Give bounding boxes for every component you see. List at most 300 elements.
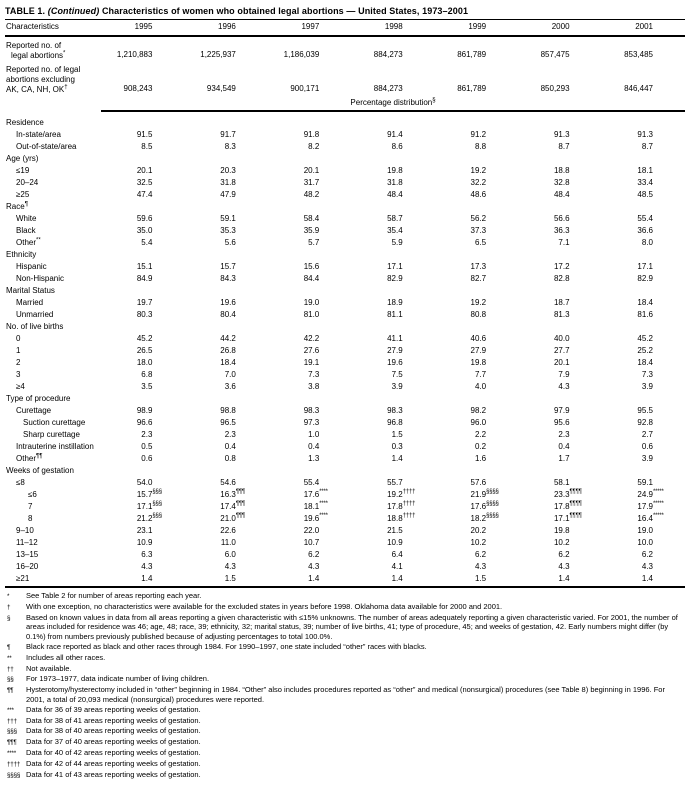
footnote-marker: ¶ [24, 201, 28, 208]
column-header-year: 1998 [351, 20, 434, 37]
footnote [5, 705, 685, 716]
footnote-text: Data for 41 of 43 areas reporting weeks of gestation. [26, 769, 201, 779]
value-cell: 16.3¶¶¶ [220, 489, 245, 499]
value-cell: 35.9 [303, 226, 320, 235]
value-cell: 57.6 [470, 478, 487, 487]
value-cell: 81.6 [637, 310, 653, 319]
section-header: Race¶ [6, 201, 28, 211]
value-cell: 95.5 [637, 406, 653, 415]
characteristic-label: Curettage [16, 406, 52, 415]
footnote [5, 759, 685, 770]
table-row [5, 165, 685, 177]
footnote [5, 591, 685, 602]
footnote-marker: ** [7, 654, 12, 662]
value-cell: 91.7 [220, 130, 236, 139]
value-cell: 846,447 [624, 84, 653, 93]
footnote-marker: †††† [7, 760, 21, 768]
value-cell: 17.1§§§ [136, 501, 162, 511]
table-bottom-rule [5, 585, 685, 588]
table-row [5, 549, 685, 561]
footnote-marker: † [7, 603, 11, 611]
value-cell: 17.8¶¶¶¶ [553, 501, 582, 511]
value-cell: 81.1 [387, 310, 403, 319]
value-cell: 3.6 [224, 382, 236, 391]
value: 17.1 [136, 502, 153, 511]
value-cell: 31.8 [387, 178, 403, 187]
value-cell: 6.3 [141, 550, 153, 559]
table-row [5, 61, 685, 95]
value-cell: 81.3 [553, 310, 570, 319]
footnote-text: Hysterotomy/hysterectomy included in “other” beginning in 1984. “Other” also includes procedures reported as “other” and medical (nonsurgical) procedures (see Table 8) beginning in 1996. For 2001, a total of 20,093 medical (nonsurgical) procedures were reported. [26, 685, 665, 704]
value-cell: 1,210,883 [116, 50, 153, 59]
value-cell: 56.6 [553, 214, 570, 223]
section-header-row [5, 285, 685, 297]
characteristic-label: Black [16, 226, 36, 235]
value-cell: 18.1 [637, 166, 653, 175]
value-cell: 44.2 [220, 334, 236, 343]
value: 18.8 [387, 514, 403, 523]
value-cell: 900,171 [290, 84, 320, 93]
footnote-marker: §§ [7, 676, 14, 684]
value-cell: 1.4 [308, 574, 320, 583]
characteristic-label: Other¶¶ [16, 453, 43, 463]
value-cell: 98.8 [220, 406, 236, 415]
value-cell: 5.7 [308, 238, 320, 247]
characteristic-label: 8 [28, 514, 33, 523]
value-cell: 6.8 [141, 370, 153, 379]
footnote-marker: **** [7, 749, 17, 757]
characteristic-label: ≤19 [16, 166, 30, 175]
value-cell: 19.1 [303, 358, 320, 367]
value-cell: 92.8 [637, 418, 653, 427]
section-header-row [5, 201, 685, 213]
label-line: Reported no. of [6, 41, 62, 50]
value-cell: 0.4 [558, 442, 570, 451]
section-header-row [5, 321, 685, 333]
value-cell: 17.6**** [303, 489, 328, 499]
value-cell: 3.5 [141, 382, 153, 391]
footnote-marker: § [7, 614, 11, 622]
value: 21.2 [136, 514, 153, 523]
value-cell: 18.9 [387, 298, 403, 307]
value: 24.9 [637, 490, 653, 499]
footnote-marker: ††† [7, 717, 17, 725]
value-cell: 0.2 [474, 442, 487, 451]
section-header-row [5, 393, 685, 405]
value-cell: 59.1 [637, 478, 653, 487]
value-cell: 48.4 [387, 190, 403, 199]
characteristic-label: 13–15 [16, 550, 39, 559]
value-cell: 1.7 [558, 454, 570, 463]
table-row [5, 417, 685, 429]
value-cell: 81.0 [303, 310, 320, 319]
table-row [5, 453, 685, 465]
value-cell: 15.7 [220, 262, 236, 271]
footnote [5, 748, 685, 759]
value: 15.7 [136, 490, 153, 499]
table-row [5, 513, 685, 525]
value-cell: 1.3 [308, 454, 320, 463]
value-cell: 8.8 [474, 142, 487, 151]
section-header: Type of procedure [6, 394, 71, 403]
footnote-text: Includes all other races. [26, 652, 106, 662]
value-cell: 4.1 [391, 562, 403, 571]
label-line: abortions excluding [6, 75, 75, 84]
value-cell: 19.2†††† [387, 489, 416, 499]
value-cell: 19.2 [470, 298, 487, 307]
value-cell: 15.1 [136, 262, 153, 271]
value: 17.8 [553, 502, 570, 511]
value: 17.1 [553, 514, 570, 523]
characteristic-label: 2 [16, 358, 21, 367]
value: 19.6 [303, 514, 320, 523]
value-cell: 16.4***** [637, 513, 664, 523]
footnote [5, 716, 685, 727]
value-cell: 27.7 [553, 346, 570, 355]
characteristic-label: ≥4 [16, 382, 25, 391]
value-cell: 54.6 [220, 478, 236, 487]
value: 17.9 [637, 502, 653, 511]
value-cell: 853,485 [624, 50, 653, 59]
section-header: Age (yrs) [6, 154, 39, 163]
value-cell: 934,549 [206, 84, 236, 93]
value: 23.3 [553, 490, 570, 499]
value-cell: 8.7 [641, 142, 653, 151]
footnote [5, 737, 685, 748]
percentage-distribution-band [5, 95, 685, 111]
value-cell: 6.2 [474, 550, 487, 559]
value-cell: 2.7 [641, 430, 653, 439]
table-row [5, 561, 685, 573]
value-cell: 7.1 [558, 238, 570, 247]
characteristic-label: Sharp curettage [23, 430, 80, 439]
value-cell: 19.0 [303, 298, 320, 307]
table-row [5, 477, 685, 489]
value-cell: 96.0 [470, 418, 487, 427]
table-row [5, 237, 685, 249]
footnote-marker: ¶¶¶ [7, 739, 17, 747]
value-cell: 0.8 [224, 454, 236, 463]
value-cell: 91.3 [637, 130, 653, 139]
value-cell: 4.3 [308, 562, 320, 571]
value-cell: 80.8 [470, 310, 487, 319]
value-cell: 884,273 [373, 84, 403, 93]
footnote [5, 726, 685, 737]
footnote-marker: *** [7, 706, 14, 714]
characteristic-label: Non-Hispanic [16, 274, 65, 283]
footnote-marker: † [64, 84, 68, 91]
table-row [5, 261, 685, 273]
table-row [5, 537, 685, 549]
table-row [5, 573, 685, 585]
value-cell: 0.6 [641, 442, 653, 451]
characteristic-label: 7 [28, 502, 33, 511]
value-cell: 20.1 [553, 358, 570, 367]
footnote [5, 664, 685, 675]
footnote-text: Not available. [26, 663, 72, 673]
table-row [5, 501, 685, 513]
value-cell: 18.4 [220, 358, 236, 367]
value-cell: 84.4 [303, 274, 320, 283]
value-cell: 8.2 [308, 142, 320, 151]
value-cell: 97.3 [303, 418, 320, 427]
value-cell: 96.6 [136, 418, 153, 427]
value-cell: 8.5 [141, 142, 153, 151]
footnote-text: Data for 42 of 44 areas reporting weeks of gestation. [26, 758, 201, 768]
footnote-text: Data for 38 of 40 areas reporting weeks of gestation. [26, 726, 201, 736]
value-cell: 15.7§§§ [136, 489, 162, 499]
value-cell: 1.5 [224, 574, 236, 583]
value-cell: 42.2 [303, 334, 320, 343]
table-row [5, 333, 685, 345]
value-cell: 59.6 [136, 214, 153, 223]
value-cell: 98.3 [387, 406, 403, 415]
value: 18.2 [470, 514, 487, 523]
value-cell: 36.3 [553, 226, 570, 235]
value-cell: 17.1 [387, 262, 403, 271]
value-cell: 1.4 [141, 574, 153, 583]
section-header: Residence [6, 118, 44, 127]
value-cell: 45.2 [637, 334, 653, 343]
value-cell: 6.0 [224, 550, 236, 559]
footnote [5, 642, 685, 653]
table-row [5, 141, 685, 153]
characteristic-label: 3 [16, 370, 21, 379]
value-cell: 1,186,039 [283, 50, 320, 59]
table-row [5, 429, 685, 441]
value-cell: 91.2 [470, 130, 487, 139]
footnote-text: For 1973–1977, data indicate number of living children. [26, 674, 210, 684]
value-cell: 27.9 [470, 346, 487, 355]
section-header: No. of live births [6, 322, 64, 331]
value-cell: 80.4 [220, 310, 236, 319]
value-cell: 10.2 [553, 538, 570, 547]
value-cell: 20.2 [470, 526, 487, 535]
value: 17.6 [303, 490, 320, 499]
footnote [5, 674, 685, 685]
value-cell: 20.1 [136, 166, 153, 175]
value: 17.4 [220, 502, 236, 511]
value: 16.3 [220, 490, 236, 499]
characteristic-label: ≤6 [28, 490, 37, 499]
value-cell: 33.4 [637, 178, 653, 187]
table-row [5, 405, 685, 417]
characteristic-label: Hispanic [16, 262, 47, 271]
table-row [5, 345, 685, 357]
footnote-text: Data for 36 of 39 areas reporting weeks of gestation. [26, 704, 201, 714]
footnote-text: With one exception, no characteristics were available for the excluded states in years before 1998. Oklahoma data available for 2000 and 2001. [26, 601, 503, 611]
value-cell: 7.9 [558, 370, 570, 379]
value: 17.6 [470, 502, 487, 511]
value-cell: 1.4 [391, 454, 403, 463]
statistics-table [5, 19, 685, 585]
value-cell: 18.4 [637, 358, 653, 367]
footnote-text: Based on known values in data from all areas reporting a given characteristic with ≤15% unknowns. The number of areas adequately reporting a given characteristic varied. For 2001, the number of areas included for residence was 46; age, 48; race, 39; ethnicity, 32; marital status, 39; number of live births, 41; type of procedure, 45; and weeks of gestation, 42. Early numbers might differ (by 0.1%) from numbers previously published because of adjusting percentages to total 100.0%. [26, 612, 678, 642]
value-cell: 40.0 [553, 334, 570, 343]
value-cell: 17.8†††† [387, 501, 416, 511]
value-cell: 7.3 [641, 370, 653, 379]
value-cell: 55.4 [303, 478, 320, 487]
footnote-text: Black race reported as black and other races through 1984. For 1990–1997, one state included “other” races with blacks. [26, 641, 427, 651]
table-row [5, 177, 685, 189]
value-cell: 35.3 [220, 226, 236, 235]
value-cell: 91.4 [387, 130, 403, 139]
value-cell: 82.7 [470, 274, 487, 283]
value-cell: 91.3 [553, 130, 570, 139]
value-cell: 58.1 [553, 478, 570, 487]
value-cell: 850,293 [540, 84, 570, 93]
footnote [5, 602, 685, 613]
value-cell: 18.8 [553, 166, 570, 175]
value-cell: 8.7 [558, 142, 570, 151]
value-cell: 2.3 [224, 430, 236, 439]
value-cell: 1.6 [474, 454, 487, 463]
value-cell: 22.6 [220, 526, 236, 535]
characteristic-label: ≥21 [16, 574, 30, 583]
value-cell: 19.0 [637, 526, 653, 535]
value-cell: 8.0 [641, 238, 653, 247]
characteristic-label: White [16, 214, 37, 223]
table-row [5, 297, 685, 309]
value-cell: 17.3 [470, 262, 487, 271]
section-header-row [5, 117, 685, 129]
value: 19.2 [387, 490, 403, 499]
footnote-marker: ¶¶ [36, 453, 43, 460]
band-spacer [5, 95, 101, 111]
value-cell: 17.1¶¶¶¶ [553, 513, 582, 523]
characteristic-label: Suction curettage [23, 418, 86, 427]
label-line: AK, CA, NH, OK† [6, 84, 68, 94]
value-cell: 17.1 [637, 262, 653, 271]
table-row [5, 189, 685, 201]
value-cell: 19.6 [387, 358, 403, 367]
value-cell: 18.4 [637, 298, 653, 307]
band-label: Percentage distribution [350, 98, 433, 107]
value-cell: 1.4 [558, 574, 570, 583]
value-cell: 27.6 [303, 346, 320, 355]
table-row [5, 225, 685, 237]
column-header-year: 1997 [268, 20, 351, 37]
value-cell: 17.2 [553, 262, 570, 271]
value-cell: 3.9 [641, 454, 653, 463]
value-cell: 8.3 [224, 142, 236, 151]
value-cell: 10.0 [637, 538, 653, 547]
value-cell: 27.9 [387, 346, 403, 355]
footnote-marker: ¶¶ [7, 687, 14, 695]
value-cell: 25.2 [637, 346, 653, 355]
value-cell: 47.4 [136, 190, 153, 199]
value-cell: 6.4 [391, 550, 403, 559]
value-cell: 19.7 [136, 298, 153, 307]
column-header-characteristics: Characteristics [5, 20, 101, 37]
value-cell: 1,225,937 [200, 50, 236, 59]
value-cell: 58.4 [303, 214, 320, 223]
value-cell: 5.9 [391, 238, 403, 247]
value-cell: 20.3 [220, 166, 236, 175]
characteristic-label: ≥25 [16, 190, 30, 199]
footnote-text: Data for 37 of 40 areas reporting weeks of gestation. [26, 737, 201, 747]
characteristic-label: 9–10 [16, 526, 34, 535]
value-cell: 10.2 [470, 538, 487, 547]
value-cell: 5.6 [224, 238, 236, 247]
characteristic-label: 11–12 [16, 538, 38, 547]
value-cell: 91.5 [136, 130, 153, 139]
column-header-year: 2000 [518, 20, 601, 37]
value-cell: 21.2§§§ [136, 513, 162, 523]
value-cell: 37.3 [470, 226, 487, 235]
value-cell: 0.4 [308, 442, 320, 451]
value: 16.4 [637, 514, 653, 523]
value-cell: 18.7 [553, 298, 570, 307]
table-title-number: TABLE 1. [5, 6, 46, 16]
value-cell: 41.1 [387, 334, 403, 343]
value-cell: 98.2 [470, 406, 487, 415]
footnote-marker: §§§§ [7, 771, 21, 779]
value-cell: 861,789 [457, 50, 487, 59]
value-cell: 24.9***** [637, 489, 664, 499]
value-cell: 4.3 [224, 562, 236, 571]
value-cell: 4.3 [474, 562, 487, 571]
value-cell: 18.0 [136, 358, 153, 367]
characteristic-label: Other** [16, 237, 41, 247]
value-cell: 35.4 [387, 226, 403, 235]
value-cell: 31.7 [303, 178, 320, 187]
value-cell: 97.9 [553, 406, 570, 415]
value-cell: 6.2 [308, 550, 320, 559]
footnote-text: Data for 40 of 42 areas reporting weeks of gestation. [26, 747, 201, 757]
value-cell: 0.5 [141, 442, 153, 451]
value-cell: 26.5 [136, 346, 153, 355]
value-cell: 2.3 [141, 430, 153, 439]
footnote-marker: ¶ [7, 643, 11, 651]
section-header: Marital Status [6, 286, 55, 295]
value-cell: 98.3 [303, 406, 320, 415]
value-cell: 55.4 [637, 214, 653, 223]
footnote [5, 613, 685, 642]
value-cell: 31.8 [220, 178, 236, 187]
value-cell: 3.9 [641, 382, 653, 391]
value-cell: 98.9 [136, 406, 153, 415]
characteristic-label: 20–24 [16, 178, 39, 187]
value-cell: 19.2 [470, 166, 487, 175]
table-row [5, 381, 685, 393]
value-cell: 36.6 [637, 226, 653, 235]
value-cell: 0.6 [141, 454, 153, 463]
value-cell: 10.9 [387, 538, 403, 547]
value-cell: 4.3 [641, 562, 653, 571]
column-header-year: 2001 [602, 20, 685, 37]
value-cell: 15.6 [303, 262, 320, 271]
band-footnote-marker: § [432, 97, 436, 104]
percentage-distribution-header [101, 95, 685, 111]
value-cell: 32.2 [470, 178, 487, 187]
value-cell: 7.3 [308, 370, 320, 379]
footnote-marker: ** [36, 237, 41, 244]
value-cell: 48.6 [470, 190, 487, 199]
value-cell: 908,243 [123, 84, 153, 93]
section-header-row [5, 153, 685, 165]
value-cell: 22.0 [303, 526, 320, 535]
table-row [5, 357, 685, 369]
section-header-row [5, 465, 685, 477]
footnotes [5, 590, 685, 780]
value-cell: 6.2 [641, 550, 653, 559]
characteristic-label [5, 61, 101, 95]
value-cell: 861,789 [457, 84, 487, 93]
value-cell: 96.8 [387, 418, 403, 427]
value-cell: 55.7 [387, 478, 403, 487]
value-cell: 4.3 [141, 562, 153, 571]
